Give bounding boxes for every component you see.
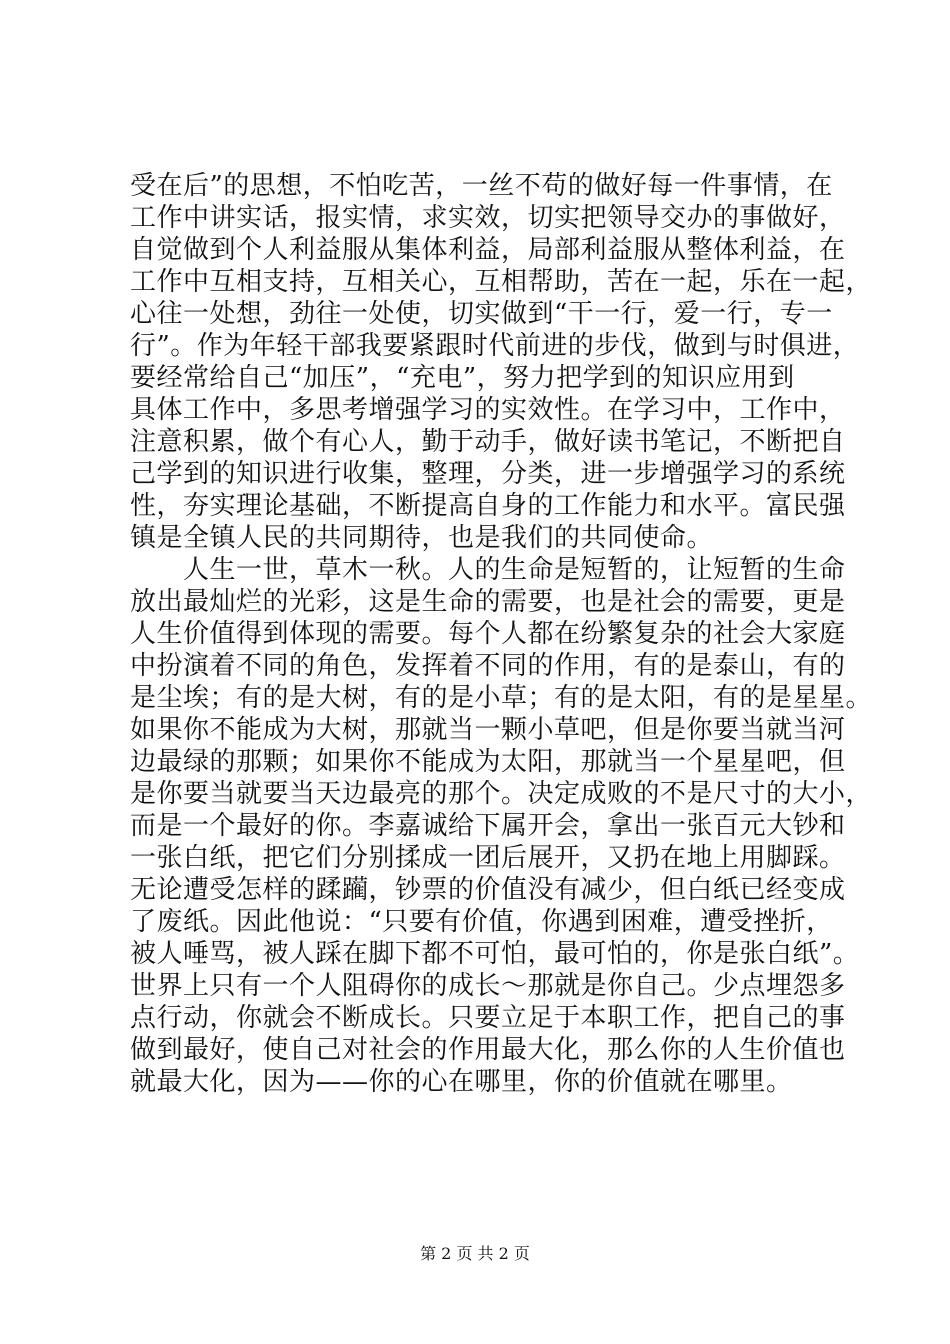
text-line: 做到最好，使自己对社会的作用最大化，那么你的人生价值也 [130,1035,846,1065]
text-line: 受在后”的思想，不怕吃苦，一丝不苟的做好每一件事情，在 [130,171,833,201]
text-line: 是尘埃；有的是大树，有的是小草；有的是太阳，有的是星星。 [130,683,873,713]
text-line: 而是一个最好的你。李嘉诚给下属开会，拿出一张百元大钞和 [130,811,846,841]
text-line: 就最大化，因为——你的心在哪里，你的价值就在哪里。 [130,1067,793,1097]
page-number-info: 第 2 页 共 2 页 [420,1244,530,1263]
text-line: 要经常给自己“加压”，“充电”，努力把学到的知识应用到 [130,363,795,393]
text-line: 己学到的知识进行收集，整理，分类，进一步增强学习的系统 [130,459,846,489]
text-line: 中扮演着不同的角色，发挥着不同的作用，有的是泰山，有的 [130,651,846,681]
text-line: 心往一处想，劲往一处使，切实做到“干一行，爱一行，专一 [130,299,833,329]
text-line: 一张白纸，把它们分别揉成一团后展开，又扔在地上用脚踩。 [130,843,846,873]
text-line: 注意积累，做个有心人，勤于动手，做好读书笔记，不断把自 [130,427,846,457]
body-text [130,170,873,1098]
text-line: 点行动，你就会不断成长。只要立足于本职工作，把自己的事 [130,1003,846,1033]
text-line: 性，夯实理论基础，不断提高自身的工作能力和水平。富民强 [130,491,846,521]
text-line: 工作中讲实话，报实情，求实效，切实把领导交办的事做好， [130,203,846,233]
text-line: 是你要当就要当天边最亮的那个。决定成败的不是尺寸的大小， [130,779,873,809]
text-line: 人生价值得到体现的需要。每个人都在纷繁复杂的社会大家庭 [130,619,846,649]
text-line: 人生一世，草木一秋。人的生命是短暂的，让短暂的生命 [130,555,846,585]
text-line: 边最绿的那颗；如果你不能成为太阳，那就当一个星星吧，但 [130,747,846,777]
text-line: 如果你不能成为大树，那就当一颗小草吧，但是你要当就当河 [130,715,846,745]
text-line: 被人唾骂，被人踩在脚下都不可怕，最可怕的，你是张白纸”。 [130,939,860,969]
text-line: 具体工作中，多思考增强学习的实效性。在学习中，工作中， [130,395,846,425]
text-line: 自觉做到个人利益服从集体利益，局部利益服从整体利益，在 [130,235,846,265]
text-line: 工作中互相支持，互相关心，互相帮助，苦在一起，乐在一起， [130,267,873,297]
text-line: 了废纸。因此他说：“只要有价值，你遇到困难，遭受挫折， [130,907,833,937]
text-line: 镇是全镇人民的共同期待，也是我们的共同使命。 [130,523,714,553]
text-line: 放出最灿烂的光彩，这是生命的需要，也是社会的需要，更是 [130,587,846,617]
text-line: 世界上只有一个人阻碍你的成长～那就是你自己。少点埋怨多 [130,971,846,1001]
text-line: 无论遭受怎样的蹂躏，钞票的价值没有减少，但白纸已经变成 [130,875,846,905]
page-footer [0,1243,950,1265]
text-line: 行”。作为年轻干部我要紧跟时代前进的步伐，做到与时俱进， [130,331,860,361]
